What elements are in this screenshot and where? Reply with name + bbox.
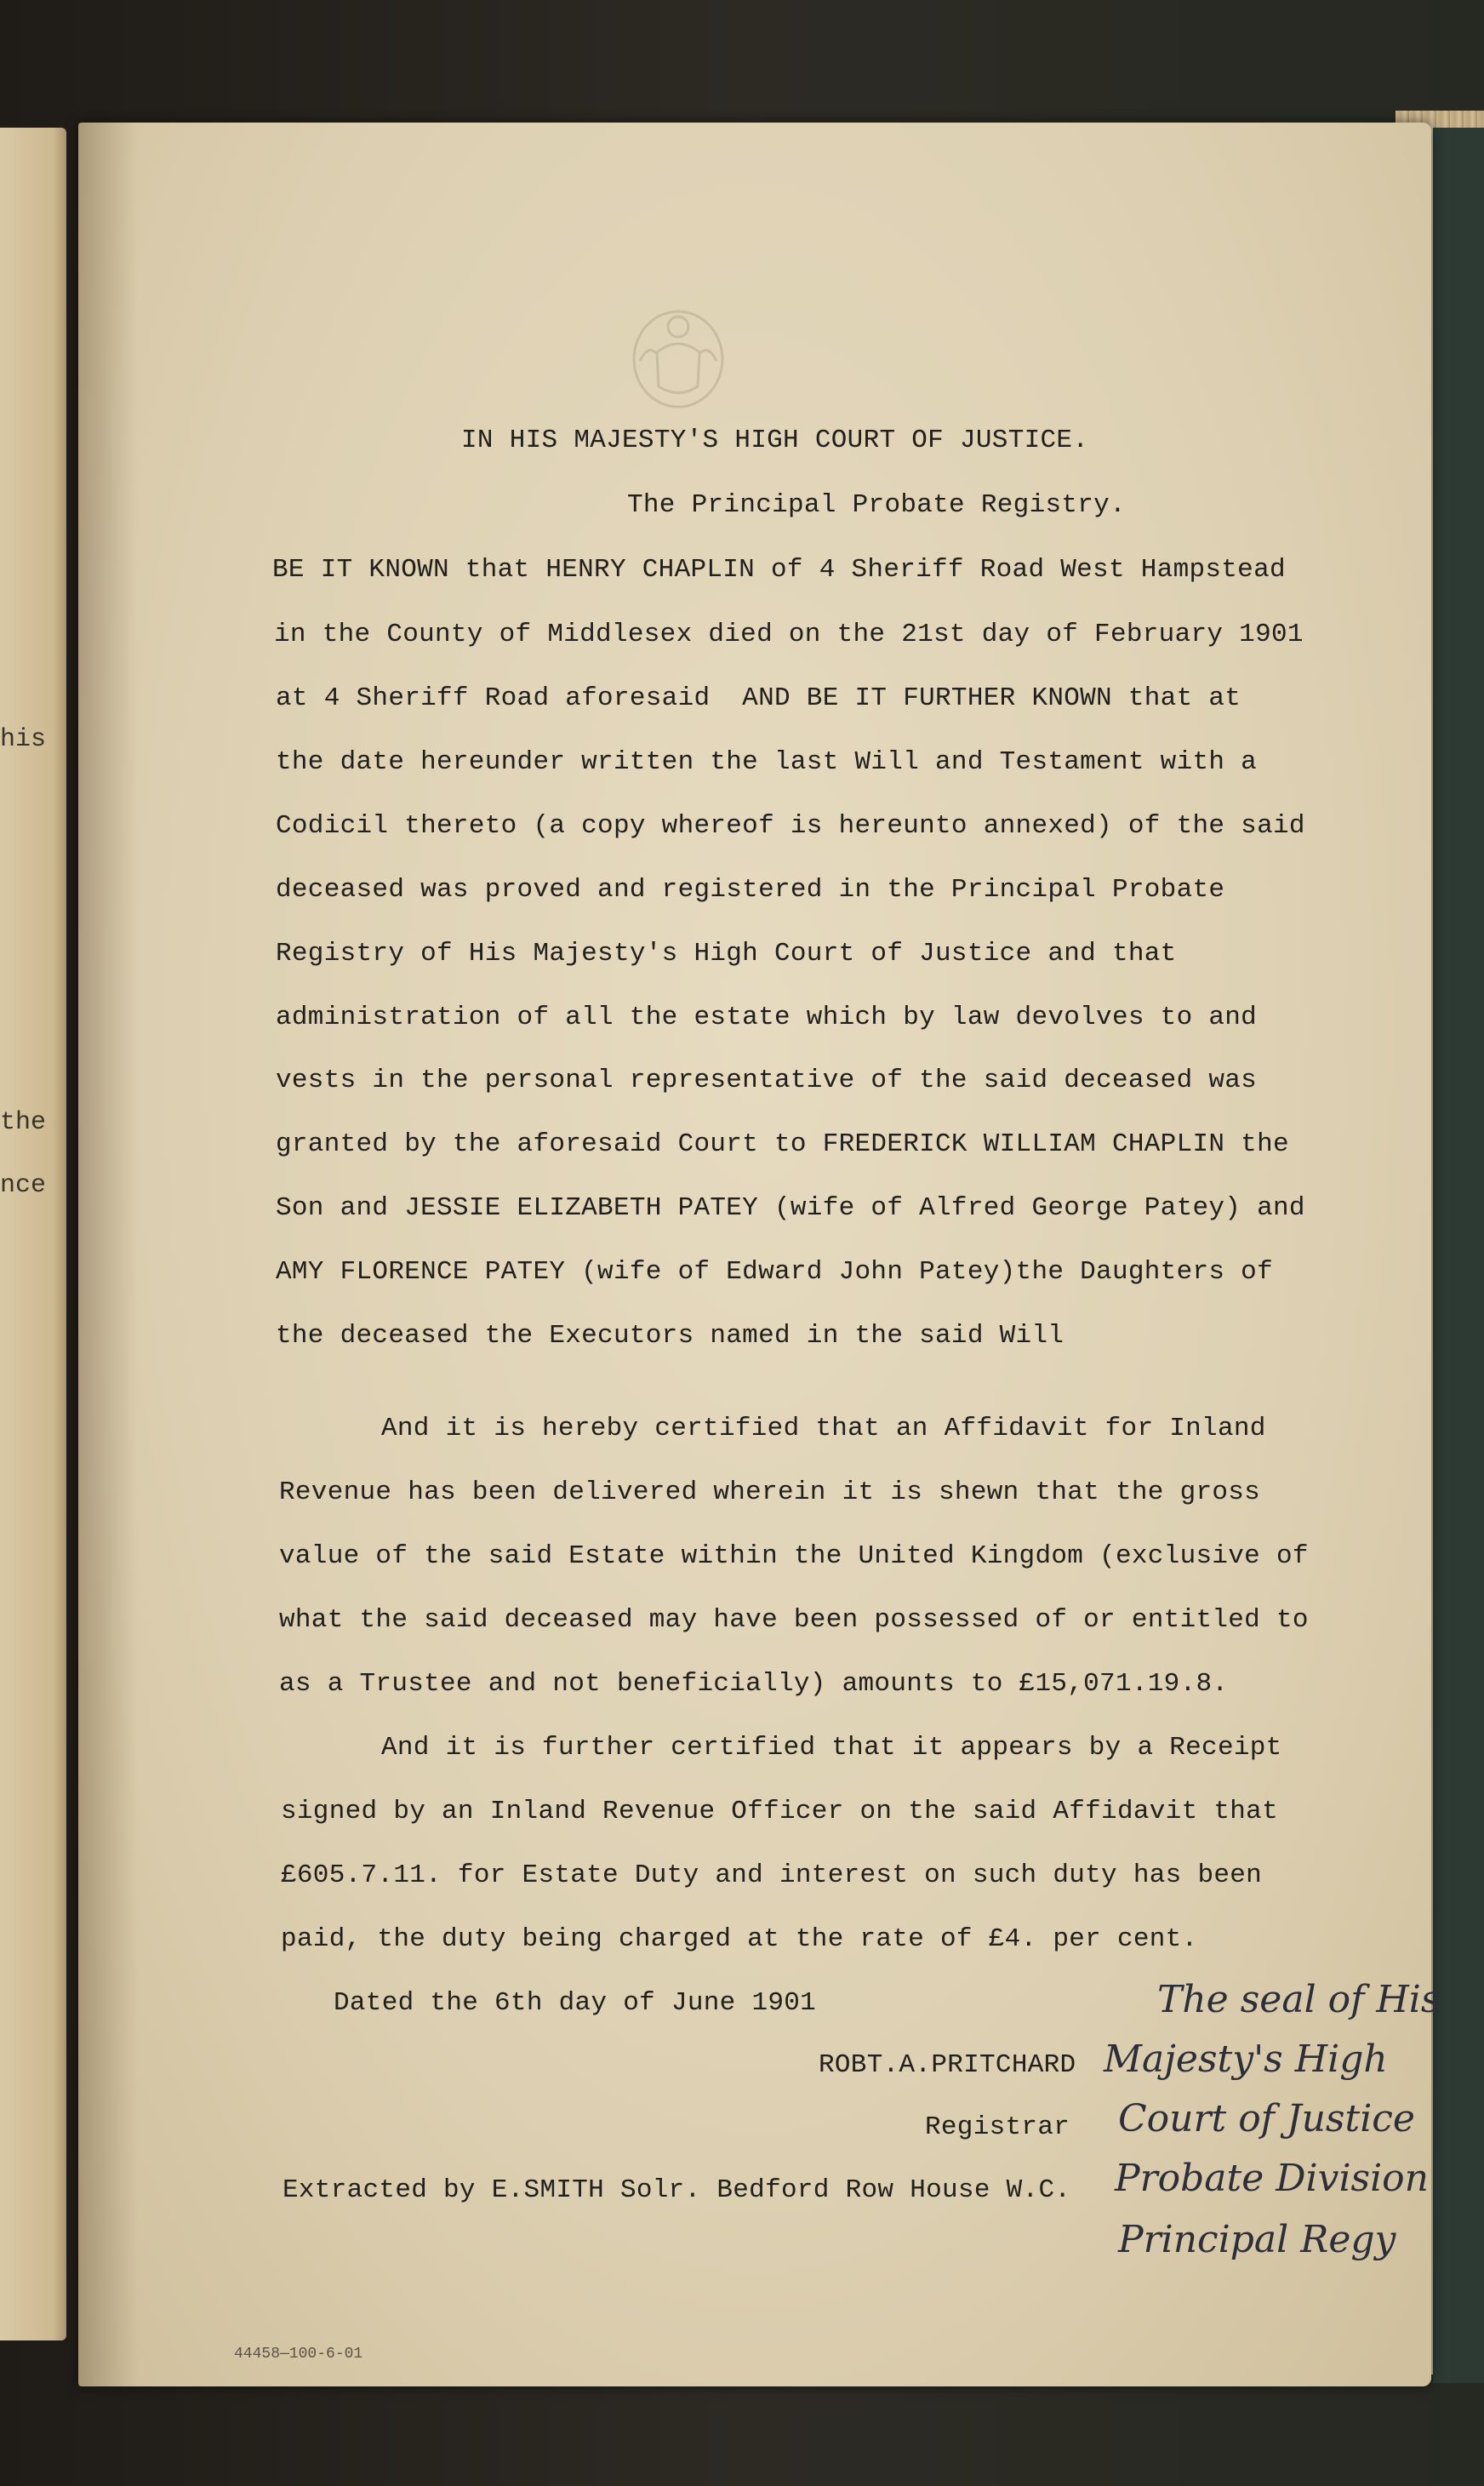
receipt-line: paid, the duty being charged at the rate of £4. per cent. bbox=[281, 1924, 1198, 1954]
receipt-line: And it is further certified that it appears by a Receipt bbox=[381, 1733, 1282, 1763]
affidavit-line: Revenue has been delivered wherein it is shewn that the gross bbox=[279, 1477, 1261, 1507]
affidavit-line: And it is hereby certified that an Affidavit for Inland bbox=[381, 1414, 1266, 1443]
left-page-fragment: the bbox=[0, 1108, 47, 1137]
handwritten-seal-line: Court of Justice bbox=[1118, 2097, 1415, 2140]
body-line: deceased was proved and registered in the Principal Probate bbox=[276, 875, 1225, 905]
body-line: administration of all the estate which by law devolves to and bbox=[276, 1003, 1258, 1032]
affidavit-line: what the said deceased may have been possessed of or entitled to bbox=[279, 1605, 1309, 1635]
body-line: granted by the aforesaid Court to FREDERICK WILLIAM CHAPLIN the bbox=[276, 1129, 1289, 1159]
body-line: AMY FLORENCE PATEY (wife of Edward John Patey)the Daughters of bbox=[276, 1257, 1273, 1287]
print-code: 44458—100-6-01 bbox=[234, 2346, 363, 2363]
body-line: at 4 Sheriff Road aforesaid AND BE IT FURTHER KNOWN that at bbox=[276, 683, 1241, 713]
left-page-fragment: his bbox=[0, 725, 47, 754]
registrar-name: ROBT.A.PRITCHARD bbox=[819, 2050, 1076, 2080]
handwritten-seal-line: The seal of His bbox=[1157, 1978, 1441, 2021]
receipt-line: £605.7.11. for Estate Duty and interest on such duty has been bbox=[281, 1860, 1263, 1890]
registrar-title: Registrar bbox=[925, 2112, 1070, 2142]
left-facing-page bbox=[0, 128, 66, 2340]
affidavit-line: as a Trustee and not beneficially) amounts to £15,071.19.8. bbox=[279, 1669, 1229, 1699]
registry-title: The Principal Probate Registry. bbox=[627, 490, 1126, 520]
body-line: Codicil thereto (a copy whereof is hereunto annexed) of the said bbox=[276, 811, 1305, 841]
body-line: the date hereunder written the last Will and Testament with a bbox=[276, 747, 1258, 777]
affidavit-line: value of the said Estate within the United Kingdom (exclusive of bbox=[279, 1541, 1309, 1571]
court-heading: IN HIS MAJESTY'S HIGH COURT OF JUSTICE. bbox=[461, 426, 1089, 455]
left-page-fragment: nce bbox=[0, 1171, 47, 1200]
body-line: vests in the personal representative of the said deceased was bbox=[276, 1066, 1258, 1095]
extracted-by-line: Extracted by E.SMITH Solr. Bedford Row House W.C. bbox=[283, 2175, 1071, 2205]
body-line: BE IT KNOWN that HENRY CHAPLIN of 4 Sheriff Road West Hampstead bbox=[272, 555, 1286, 585]
handwritten-seal-line: Majesty's High bbox=[1104, 2037, 1388, 2081]
body-line: Son and JESSIE ELIZABETH PATEY (wife of Alfred George Patey) and bbox=[276, 1193, 1305, 1223]
dated-line: Dated the 6th day of June 1901 bbox=[334, 1988, 817, 2018]
book-cover-edge bbox=[1433, 128, 1484, 2383]
handwritten-seal-line: Probate Division bbox=[1115, 2157, 1429, 2200]
handwritten-seal-line: Principal Regy bbox=[1118, 2218, 1396, 2261]
body-line: the deceased the Executors named in the said Will bbox=[276, 1321, 1064, 1351]
body-line: in the County of Middlesex died on the 21st day of February 1901 bbox=[274, 620, 1304, 649]
probate-document-page bbox=[78, 123, 1441, 2386]
body-line: Registry of His Majesty's High Court of Justice and that bbox=[276, 939, 1177, 969]
receipt-line: signed by an Inland Revenue Officer on the said Affidavit that bbox=[281, 1797, 1278, 1826]
